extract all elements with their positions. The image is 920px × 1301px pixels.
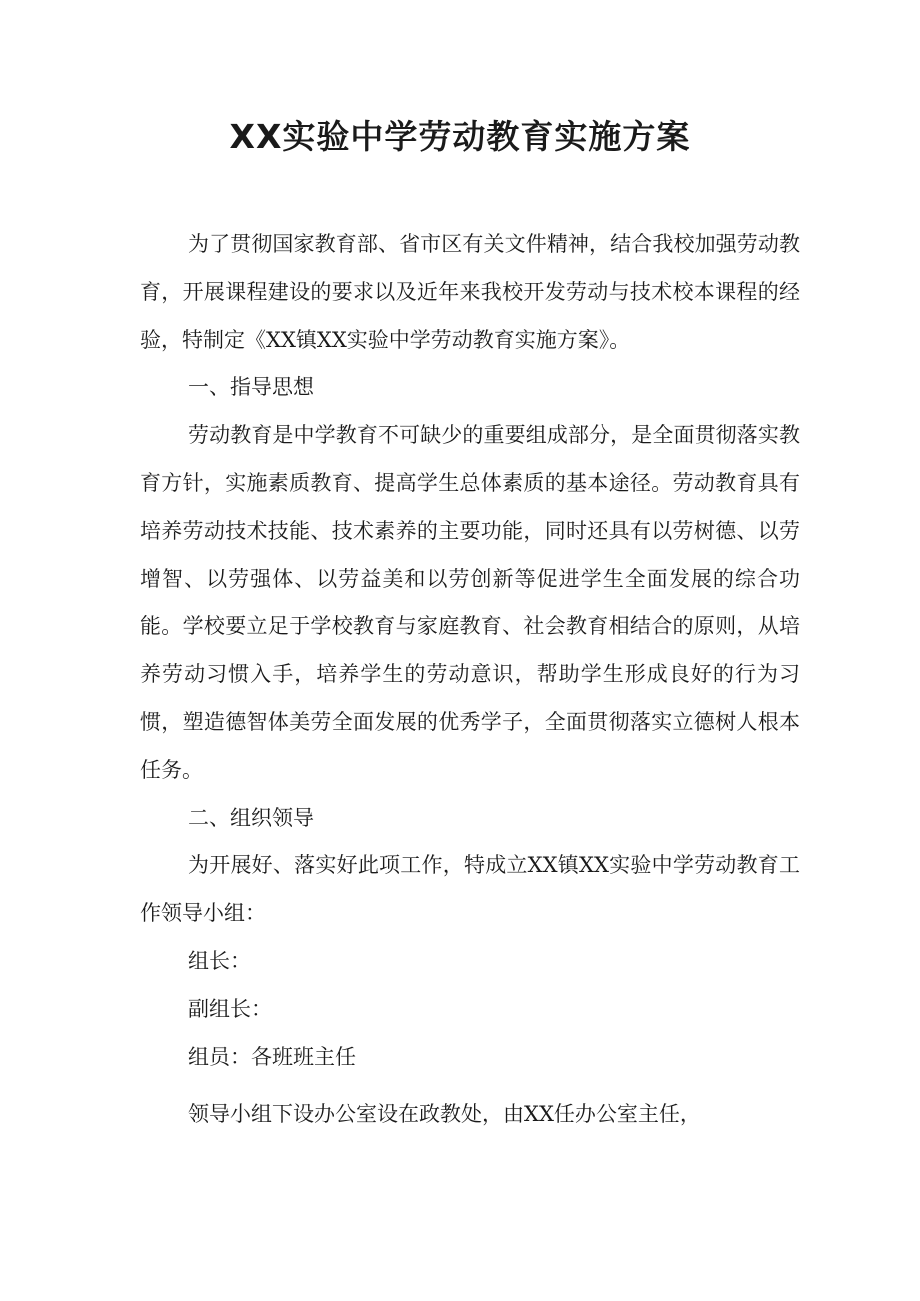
guiding-thought-paragraph: 劳动教育是中学教育不可缺少的重要组成部分，是全面贯彻落实教育方针，实施素质教育、提高学生总体素质的基本途径。劳动教育具有培养劳动技术技能、技术素养的主要功能，同时还具有以劳树德、以劳增智、以劳强体、以劳益美和以劳创新等促进学生全面发展的综合功能。学校要立足于学校教育与家庭教育、社会教育相结合的原则，从培养劳动习惯入手，培养学生的劳动意识，帮助学生形成良好的行为习惯，塑造德智体美劳全面发展的优秀学子，全面贯彻落实立德树人根本任务。 <box>140 423 800 782</box>
section-heading-organization: 二、组织领导 <box>188 805 314 830</box>
document-title: XX实验中学劳动教育实施方案 <box>229 117 691 156</box>
document-body <box>140 221 800 1139</box>
section-heading-guiding-thought: 一、指导思想 <box>188 375 314 400</box>
organization-paragraph: 为开展好、落实好此项工作，特成立XX镇XX实验中学劳动教育工作领导小组： <box>140 853 800 926</box>
members-line: 组员：各班班主任 <box>188 1044 356 1069</box>
office-note-paragraph: 领导小组下设办公室设在政教处，由XX任办公室主任， <box>188 1102 701 1127</box>
leader-line: 组长： <box>188 948 251 973</box>
deputy-leader-line: 副组长： <box>188 996 272 1021</box>
intro-paragraph: 为了贯彻国家教育部、省市区有关文件精神，结合我校加强劳动教育，开展课程建设的要求以及近年来我校开发劳动与技术校本课程的经验，特制定《XX镇XX实验中学劳动教育实施方案》。 <box>140 232 800 352</box>
